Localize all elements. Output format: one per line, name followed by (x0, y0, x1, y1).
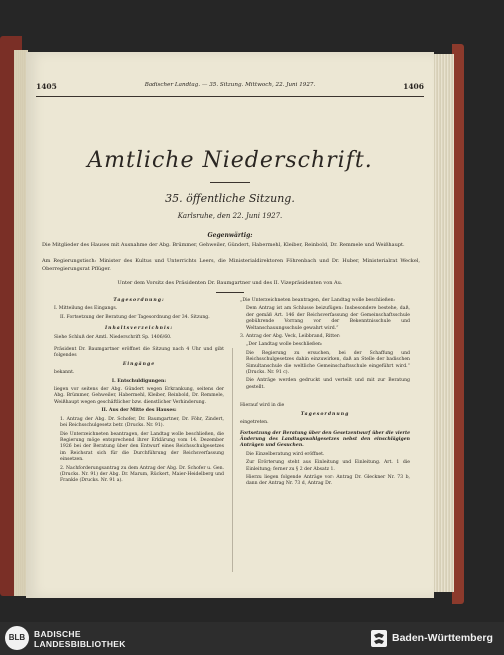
detail-heading: Die Einzelberatung wird eröffnet. (246, 451, 325, 457)
state-crest-icon (370, 629, 388, 648)
page-number-left: 1405 (36, 82, 57, 91)
library-name[interactable] (34, 629, 126, 649)
detail-text: Hierzu liegen folgende Anträge vor: Antrag Dr. Gleckner Nr. 73 b, dann der Antrag Nr. 73 d, Antrag Dr. (246, 474, 410, 487)
section-text: liegen vor seitens der Abg. Gündert wegen Erkrankung, seitens der Abg. Brümmer, Gehweiler, Habermehl, Kleiber, Reinbold, Dr. Remmele, Weißhaupt wegen geschäftlicher bzw. dienstlicher Verhinderung. (54, 387, 224, 405)
section-heading: II. Aus der Mitte des Hauses: (101, 408, 177, 414)
list-item: Die Unterzeichneten beantragen, der Landtag wolle beschließen, die Regierung möge entsprechend ihrer Erklärung vom 14. Dezember 1926 bei der Beratung über den Entwurf eines Reichsschulgesetzes im Reichsrat sich für die Durchführung der Reichsverfassung einsetzen. (60, 431, 224, 463)
attendance-members: Die Mitglieder des Hauses mit Ausnahme der Abg. Brümmer, Gehweiler, Gündert, Habermehl, Kleiber, Reinbold, Dr. Remmele und Weißhaupt. (42, 242, 405, 248)
list-item: 3. Antrag der Abg. Veck, Leibbrand, Ritter: (240, 334, 341, 340)
header-rule (36, 96, 424, 97)
attendance-chair: Unter dem Vorsitz des Präsidenten Dr. Baumgartner und des II. Vizepräsidenten von Au. (117, 280, 343, 286)
detail-text: Zur Erörterung steht aus Einleitung und Einleitung. Art. 1 die Einleitung; ferner zu § 2 der Absatz 1. (246, 460, 410, 472)
note-text: Die Anträge werden gedruckt und verteilt und mit zur Beratung gestellt. (246, 378, 410, 390)
index-heading: Inhaltsverzeichnis: (104, 326, 174, 332)
index-text: Siehe Schluß der Amtl. Niederschrift Sp. 1406/60. (54, 334, 172, 340)
list-item: 2. Nachforderungsantrag zu dem Antrag der Abg. Dr. Schofer u. Gen. (Drucks. Nr. 91) der Abg. Dr. Marum, Rückert, Maier-Heidelberg und Frankle (Drucks. Nr. 91 a). (60, 465, 224, 484)
quote-text: „Der Landtag wolle beschließen: (246, 342, 323, 348)
right-column (240, 298, 410, 490)
left-column (54, 298, 224, 487)
receipts-sub: bekannt. (54, 370, 75, 376)
page-edges-right (432, 54, 454, 592)
document-page (26, 52, 434, 598)
quote-text: Die Regierung zu ersuchen, bei der Schaffung und Reichsschulgesetzes dahin einzuwirken, daß an Stelle der badischen Simultanschule die weltliche Gemeinschaftsschule eingeführt wird.“ (Drucks. Nr. 91 c). (246, 350, 410, 376)
viewer-footer (0, 622, 504, 655)
attendance-government: Am Regierungstisch: Minister des Kultus und Unterrichts Leers, die Ministerialdirektoren Föhrenbach und Dr. Huber, Ministerialrat Weckel, Oberregierungsrat Pflüger. (42, 258, 420, 272)
receipts-heading: Eingänge (122, 361, 156, 367)
running-header-text: Badischer Landtag. — 35. Sitzung. Mittwoch, 22. Juni 1927. (144, 82, 316, 88)
section-heading: I. Entschuldigungen: (111, 378, 167, 384)
quote-text: „Die Unterzeichneten beantragen, der Landtag wolle beschließen: (240, 298, 396, 303)
opening-text: Präsident Dr. Baumgartner eröffnet die Sitzung nach 4 Uhr und gibt folgendes (54, 347, 224, 359)
list-item: 1. Antrag der Abg. Dr. Schofer, Dr. Baumgartner, Dr. Föhr, Zindert, bei Reichsschulgesetz betr. (Drucks. Nr. 91). (60, 416, 224, 429)
title-rule (210, 182, 250, 183)
session-title: 35. öffentliche Sitzung. (165, 192, 295, 205)
quote-text: Dem Antrag ist am Schlusse beizufügen: Insbesondere bestehe, daß, der gemäß Art. 146 der Reichsverfassung der Gemeinschaftsschule gebührende Vorrang vor der Bekenntnisschule und Weltanschauungsschule gewahrt wird.“ (246, 306, 410, 331)
document-title: Amtliche Niederschrift. (87, 148, 373, 173)
agenda-heading: Tagesordnung: (113, 298, 165, 303)
state-name[interactable]: Baden-Württemberg (392, 632, 493, 644)
dateline: Karlsruhe, den 22. Juni 1927. (177, 212, 283, 220)
agenda-label: Tagesordnung (300, 411, 350, 417)
library-name-line: BADISCHE (34, 629, 81, 639)
library-name-line: LANDESBIBLIOTHEK (34, 639, 126, 649)
blb-logo[interactable]: BLB (5, 626, 29, 650)
continuation-heading: Fortsetzung der Beratung über den Gesetzentwurf über die vierte Änderung des Landtagswahlgesetzes nebst den einschlägigen Anträgen und Gesuchen. (240, 430, 410, 449)
section-rule (216, 292, 244, 293)
attendance-heading: Gegenwärtig: (207, 232, 253, 239)
agenda-item: I. Mitteilung des Eingangs. (54, 306, 118, 312)
transition-text: Hierauf wird in die (240, 403, 285, 409)
page-number-right: 1406 (403, 82, 424, 91)
running-header (36, 82, 424, 94)
agenda-item: II. Fortsetzung der Beratung der Tagesordnung der 34. Sitzung. (60, 314, 210, 320)
entered-text: eingetreten. (240, 420, 269, 426)
column-divider (232, 348, 233, 572)
